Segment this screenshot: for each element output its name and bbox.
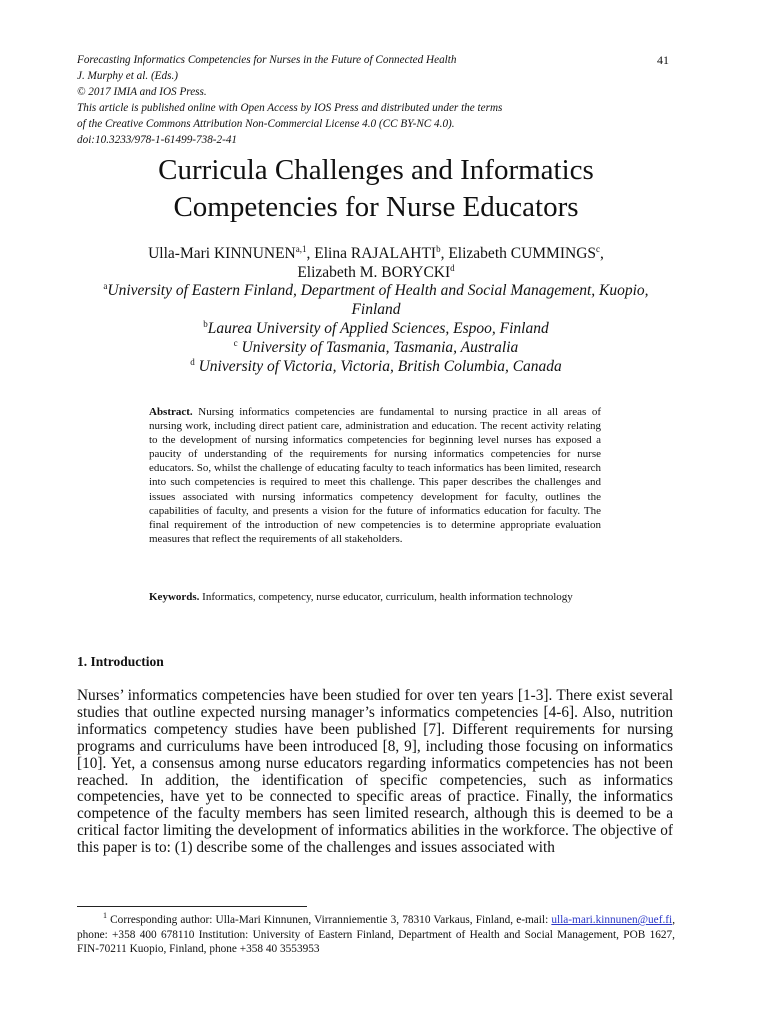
affiliation-b (77, 319, 675, 338)
affiliation-text: Laurea University of Applied Sciences, Espoo, Finland (207, 320, 549, 337)
footnote-divider (77, 906, 307, 907)
affiliation-mark: a (103, 281, 108, 291)
author-name: Elizabeth M. BORYCKI (297, 264, 451, 281)
header-license-2: of the Creative Commons Attribution Non-Commercial License 4.0 (CC BY-NC 4.0). (77, 117, 455, 130)
author-affiliation-mark: a,1 (295, 244, 307, 254)
author-separator: , (306, 245, 315, 262)
author-separator: , (440, 245, 449, 262)
header-book-title: Forecasting Informatics Competencies for Nurses in the Future of Connected Health (77, 54, 457, 66)
author-separator: , (600, 245, 604, 262)
keywords (149, 590, 601, 604)
abstract (149, 405, 601, 546)
affiliation-mark: b (203, 319, 208, 329)
footnote-text: Corresponding author: Ulla-Mari Kinnunen, Virranniementie 3, 78310 Varkaus, Finland, e-mail: (110, 914, 549, 926)
footnote (77, 913, 675, 957)
running-header (77, 53, 675, 148)
abstract-label: Abstract. (149, 406, 193, 418)
author-affiliation-mark: c (596, 244, 601, 254)
header-license-1: This article is published online with Open Access by IOS Press and distributed under the terms (77, 101, 503, 114)
author-name: Elina RAJALAHTI (314, 245, 437, 262)
keywords-label: Keywords. (149, 591, 200, 603)
affiliation-c (77, 338, 675, 357)
author-name: Elizabeth CUMMINGS (448, 245, 597, 262)
author-affiliation-mark: b (436, 244, 441, 254)
affiliation-text: University of Eastern Finland, Department of Health and Social Management, Kuopio, Finland (107, 282, 649, 318)
affiliation-text: University of Tasmania, Tasmania, Australia (241, 339, 519, 356)
affiliation-mark: d (190, 357, 195, 367)
affiliation-list (77, 281, 675, 376)
header-doi: doi:10.3233/978-1-61499-738-2-41 (77, 133, 238, 146)
affiliation-a (77, 281, 675, 319)
section-heading: 1. Introduction (77, 654, 164, 669)
header-editors: J. Murphy et al. (Eds.) (77, 69, 178, 82)
title-line-1: Curricula Challenges and Informatics (158, 154, 594, 186)
author-affiliation-mark: d (450, 263, 455, 273)
header-copyright: © 2017 IMIA and IOS Press. (77, 85, 207, 98)
footnote-marker: 1 (103, 911, 107, 920)
abstract-text: Nursing informatics competencies are fundamental to nursing practice in all areas of nursing work, including direct patient care, administration and education. The recent activity relating to the development of nursing informatics competencies for beginning level nurses has exposed a paucity of understanding of the requirements for nursing informatics competencies for nurse educators. So, whilst the challenge of educating faculty to teach informatics has been limited, research into such competencies is required to meet this challenge. This paper describes the challenges and issues associated with nursing informatics competency development for faculty, outlines the capabilities of faculty, and presents a vision for the future of informatics education for faculty. The final requirement of the introduction of new competencies is to determine appropriate evaluation measures that reflect the requirements of all stakeholders. (149, 406, 601, 545)
author-name: Ulla-Mari KINNUNEN (148, 245, 296, 262)
footnote-email-link[interactable]: ulla-mari.kinnunen@uef.fi (551, 914, 673, 926)
title-line-2: Competencies for Nurse Educators (173, 191, 579, 223)
section-body: Nurses’ informatics competencies have been studied for over ten years [1-3]. There exist several studies that outline expected nursing manager’s informatics competencies [4-6]. Also, nutrition informatics competency studies have been published [7]. Different requirements for nursing programs and curriculums have been introduced [8, 9], including those focusing on informatics [10]. Yet, a consensus among nurse educators regarding informatics competencies has not been reached. In addition, the identification of specific competencies, such as informatics competencies, have yet to be connected to specific areas of practice. Finally, the informatics competence of the faculty members has seen limited research, although this is deemed to be a critical factor limiting the development of informatics abilities in the workforce. The objective of this paper is to: (1) describe some of the challenges and issues associated with (77, 687, 673, 857)
footnote-text: , phone: +358 400 678110 Institution: University of Eastern Finland, Department of Health and Social Management, POB 1627, FIN-70211 Kuopio, Finland, phone +358 40 3553953 (77, 914, 676, 955)
affiliation-mark: c (233, 338, 238, 348)
keywords-text: Informatics, competency, nurse educator, curriculum, health information technology (202, 591, 573, 603)
affiliation-d (77, 357, 675, 376)
affiliation-text: University of Victoria, Victoria, British Columbia, Canada (198, 358, 562, 375)
paper-title (77, 152, 675, 226)
page-number: 41 (657, 53, 669, 67)
author-list (77, 244, 675, 282)
